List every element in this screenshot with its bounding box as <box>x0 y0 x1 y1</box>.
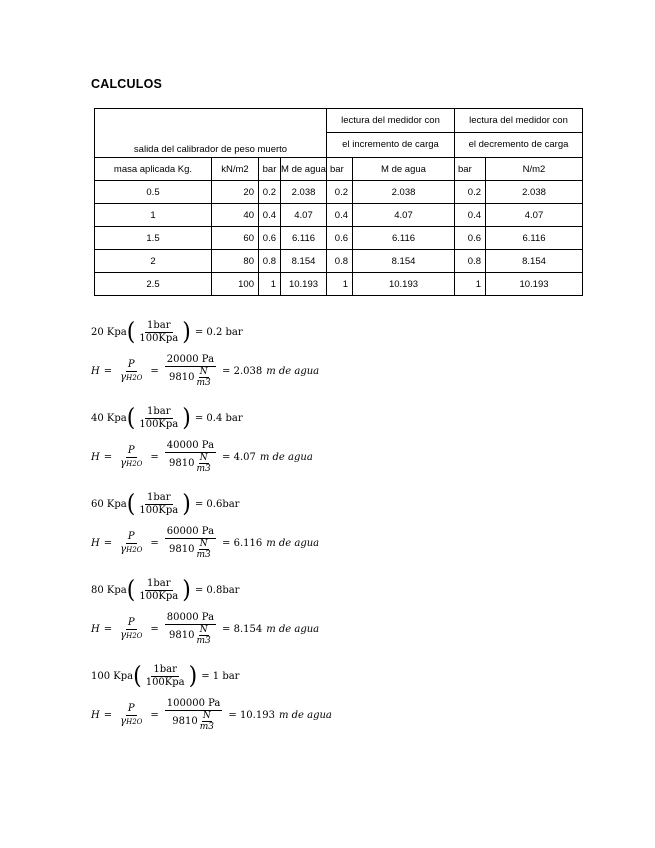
conversion-result: = 0.4 bar <box>194 413 243 424</box>
conversion-result: = 1 bar <box>201 671 240 682</box>
equals-sign: = <box>150 709 159 721</box>
conversion-fraction <box>137 492 180 517</box>
table-cell: 1 <box>455 273 486 296</box>
table-cell: 1 <box>259 273 281 296</box>
table-cell: 0.8 <box>259 250 281 273</box>
conversion-fraction <box>137 406 180 431</box>
conversion-denominator: 100Kpa <box>145 677 185 688</box>
group-header-increment <box>327 109 455 158</box>
head-symbol: H <box>91 537 100 549</box>
conversion-numerator: 1bar <box>147 578 171 589</box>
head-unit: m de agua <box>266 623 320 635</box>
table-cell: 0.6 <box>327 227 353 250</box>
specific-weight-unit <box>196 539 212 560</box>
conversion-lhs: 100 Kpa <box>91 671 134 682</box>
table-cell: 100 <box>212 273 259 296</box>
unit-denominator: m3 <box>196 378 211 388</box>
table-cell: 1 <box>327 273 353 296</box>
table-cell: 8.154 <box>486 250 583 273</box>
left-paren-icon: ( <box>126 490 136 518</box>
numeric-fraction <box>165 698 223 732</box>
table-cell: 4.07 <box>353 204 455 227</box>
pressure-symbol: P <box>127 702 135 714</box>
conversion-lhs: 60 Kpa <box>91 499 127 510</box>
table-cell: 0.2 <box>327 181 353 204</box>
left-paren-icon: ( <box>126 318 136 346</box>
table-cell: 8.154 <box>281 250 327 273</box>
pressure-value: 20000 Pa <box>166 354 215 365</box>
table-cell: 0.8 <box>327 250 353 273</box>
table-cell: 0.2 <box>455 181 486 204</box>
unit-numerator: N <box>199 539 208 549</box>
table-cell: 1 <box>95 204 212 227</box>
column-header: M de agua <box>353 158 455 181</box>
gamma-symbol: γ <box>120 457 127 469</box>
conversion-fraction <box>137 320 180 345</box>
right-paren-icon: ) <box>188 662 198 690</box>
conversion-numerator: 1bar <box>147 492 171 503</box>
table-cell: 20 <box>212 181 259 204</box>
conversion-lhs: 20 Kpa <box>91 327 127 338</box>
head-equation <box>91 612 319 646</box>
equals-sign: = <box>150 365 159 377</box>
conversion-lhs: 80 Kpa <box>91 585 127 596</box>
table-cell: 2.038 <box>353 181 455 204</box>
gamma-symbol: γ <box>120 371 127 383</box>
head-result: = 8.154 <box>222 623 263 635</box>
conversion-denominator: 100Kpa <box>139 591 179 602</box>
head-symbol: H <box>91 451 100 463</box>
table-row <box>95 273 583 296</box>
pressure-symbol: P <box>127 530 135 542</box>
right-paren-icon: ) <box>182 404 191 432</box>
head-equation <box>91 698 332 732</box>
equals-sign: = <box>103 365 113 377</box>
specific-weight-unit <box>199 711 215 732</box>
conversion-denominator: 100Kpa <box>139 333 179 344</box>
conversion-equation <box>91 578 239 603</box>
gamma-term <box>118 458 144 470</box>
unit-numerator: N <box>202 711 211 721</box>
head-result: = 4.07 <box>222 451 256 463</box>
table-cell: 0.6 <box>259 227 281 250</box>
table-cell: 0.6 <box>455 227 486 250</box>
head-equation <box>91 440 313 474</box>
head-unit: m de agua <box>278 709 332 721</box>
conversion-denominator: 100Kpa <box>139 419 179 430</box>
head-equation <box>91 526 319 560</box>
specific-weight <box>167 367 214 388</box>
pressure-over-gamma <box>118 445 144 470</box>
group-header-decrement <box>455 109 583 158</box>
unit-denominator: m3 <box>199 722 214 732</box>
specific-weight-value: 9810 <box>169 457 195 469</box>
column-header: M de agua <box>281 158 327 181</box>
gamma-subscript: H2O <box>126 373 143 382</box>
head-result: = 6.116 <box>222 537 263 549</box>
table-row <box>95 250 583 273</box>
pressure-symbol: P <box>127 444 135 456</box>
pressure-value: 60000 Pa <box>166 526 215 537</box>
table-cell: 0.4 <box>327 204 353 227</box>
gamma-symbol: γ <box>120 543 127 555</box>
gamma-symbol: γ <box>120 715 127 727</box>
table-cell: 2.038 <box>486 181 583 204</box>
left-paren-icon: ( <box>133 662 142 690</box>
conversion-result: = 0.2 bar <box>194 327 243 338</box>
group-header-dead-weight: salida del calibrador de peso muerto <box>95 109 327 158</box>
equals-sign: = <box>150 623 159 635</box>
table-cell: 0.2 <box>259 181 281 204</box>
unit-denominator: m3 <box>196 636 211 646</box>
table-cell: 6.116 <box>486 227 583 250</box>
pressure-value: 80000 Pa <box>166 612 215 623</box>
pressure-symbol: P <box>127 358 135 370</box>
gamma-subscript: H2O <box>126 717 143 726</box>
conversion-lhs: 40 Kpa <box>91 413 127 424</box>
specific-weight <box>167 539 214 560</box>
equals-sign: = <box>150 451 159 463</box>
right-paren-icon: ) <box>182 576 191 604</box>
specific-weight-value: 9810 <box>169 629 195 641</box>
group-header-increment-line2: el incremento de carga <box>342 139 439 150</box>
conversion-fraction <box>137 578 180 603</box>
left-paren-icon: ( <box>126 576 136 604</box>
table-cell: 2 <box>95 250 212 273</box>
table-cell: 10.193 <box>281 273 327 296</box>
specific-weight-unit <box>196 367 212 388</box>
unit-denominator: m3 <box>196 550 211 560</box>
head-symbol: H <box>91 709 100 721</box>
gamma-term <box>118 630 144 642</box>
specific-weight-unit <box>196 625 212 646</box>
table-cell: 2.038 <box>281 181 327 204</box>
table-cell: 8.154 <box>353 250 455 273</box>
column-header: masa aplicada Kg. <box>95 158 212 181</box>
specific-weight-value: 9810 <box>169 371 195 383</box>
numeric-fraction <box>165 354 216 388</box>
table-cell: 1.5 <box>95 227 212 250</box>
conversion-equation <box>91 492 239 517</box>
equals-sign: = <box>103 623 113 635</box>
gamma-symbol: γ <box>120 629 127 641</box>
specific-weight <box>170 711 217 732</box>
conversion-fraction <box>144 664 187 689</box>
gamma-subscript: H2O <box>126 545 143 554</box>
numeric-fraction <box>165 526 216 560</box>
specific-weight-unit <box>196 453 212 474</box>
unit-numerator: N <box>199 625 208 635</box>
conversion-numerator: 1bar <box>147 406 171 417</box>
pressure-over-gamma <box>118 617 144 642</box>
head-unit: m de agua <box>259 451 313 463</box>
unit-numerator: N <box>199 367 208 377</box>
table-row <box>95 204 583 227</box>
column-header: bar <box>455 158 486 181</box>
pressure-over-gamma <box>118 531 144 556</box>
conversion-equation <box>91 406 243 431</box>
column-header: N/m2 <box>486 158 583 181</box>
table-cell: 80 <box>212 250 259 273</box>
right-paren-icon: ) <box>182 318 191 346</box>
table-cell: 6.116 <box>353 227 455 250</box>
left-paren-icon: ( <box>126 404 136 432</box>
conversion-equation <box>91 664 239 689</box>
numeric-fraction <box>165 612 216 646</box>
conversion-result: = 0.6bar <box>194 499 240 510</box>
table-row <box>95 227 583 250</box>
group-header-decrement-line2: el decremento de carga <box>468 139 569 150</box>
specific-weight <box>167 625 214 646</box>
table-cell: 60 <box>212 227 259 250</box>
column-header-row <box>95 158 583 181</box>
table-cell: 10.193 <box>353 273 455 296</box>
calculations-table <box>94 108 583 296</box>
head-result: = 10.193 <box>228 709 275 721</box>
gamma-subscript: H2O <box>126 459 143 468</box>
table-cell: 0.8 <box>455 250 486 273</box>
conversion-numerator: 1bar <box>153 664 177 675</box>
page-title: CALCULOS <box>91 77 163 91</box>
gamma-term <box>118 716 144 728</box>
gamma-subscript: H2O <box>126 631 143 640</box>
head-unit: m de agua <box>266 537 320 549</box>
table-cell: 0.4 <box>259 204 281 227</box>
pressure-over-gamma <box>118 359 144 384</box>
table-cell: 0.5 <box>95 181 212 204</box>
head-unit: m de agua <box>266 365 320 377</box>
conversion-result: = 0.8bar <box>194 585 240 596</box>
head-symbol: H <box>91 623 100 635</box>
conversion-denominator: 100Kpa <box>139 505 179 516</box>
head-symbol: H <box>91 365 100 377</box>
table-cell: 4.07 <box>486 204 583 227</box>
table-cell: 10.193 <box>486 273 583 296</box>
table-row <box>95 181 583 204</box>
conversion-numerator: 1bar <box>147 320 171 331</box>
gamma-term <box>118 372 144 384</box>
head-result: = 2.038 <box>222 365 263 377</box>
right-paren-icon: ) <box>182 490 191 518</box>
column-header: bar <box>259 158 281 181</box>
head-equation <box>91 354 319 388</box>
table-cell: 0.4 <box>455 204 486 227</box>
specific-weight <box>167 453 214 474</box>
numeric-fraction <box>165 440 216 474</box>
table-cell: 6.116 <box>281 227 327 250</box>
column-header: kN/m2 <box>212 158 259 181</box>
table-cell: 2.5 <box>95 273 212 296</box>
pressure-symbol: P <box>127 616 135 628</box>
specific-weight-value: 9810 <box>172 715 198 727</box>
equals-sign: = <box>103 451 113 463</box>
table-cell: 4.07 <box>281 204 327 227</box>
equals-sign: = <box>103 537 113 549</box>
pressure-over-gamma <box>118 703 144 728</box>
equals-sign: = <box>103 709 113 721</box>
unit-denominator: m3 <box>196 464 211 474</box>
equals-sign: = <box>150 537 159 549</box>
pressure-value: 40000 Pa <box>166 440 215 451</box>
column-header: bar <box>327 158 353 181</box>
conversion-equation <box>91 320 243 345</box>
group-header-increment-line1: lectura del medidor con <box>327 110 454 133</box>
group-header-decrement-line1: lectura del medidor con <box>455 110 582 133</box>
pressure-value: 100000 Pa <box>166 698 221 709</box>
unit-numerator: N <box>199 453 208 463</box>
specific-weight-value: 9810 <box>169 543 195 555</box>
gamma-term <box>118 544 144 556</box>
table-cell: 40 <box>212 204 259 227</box>
